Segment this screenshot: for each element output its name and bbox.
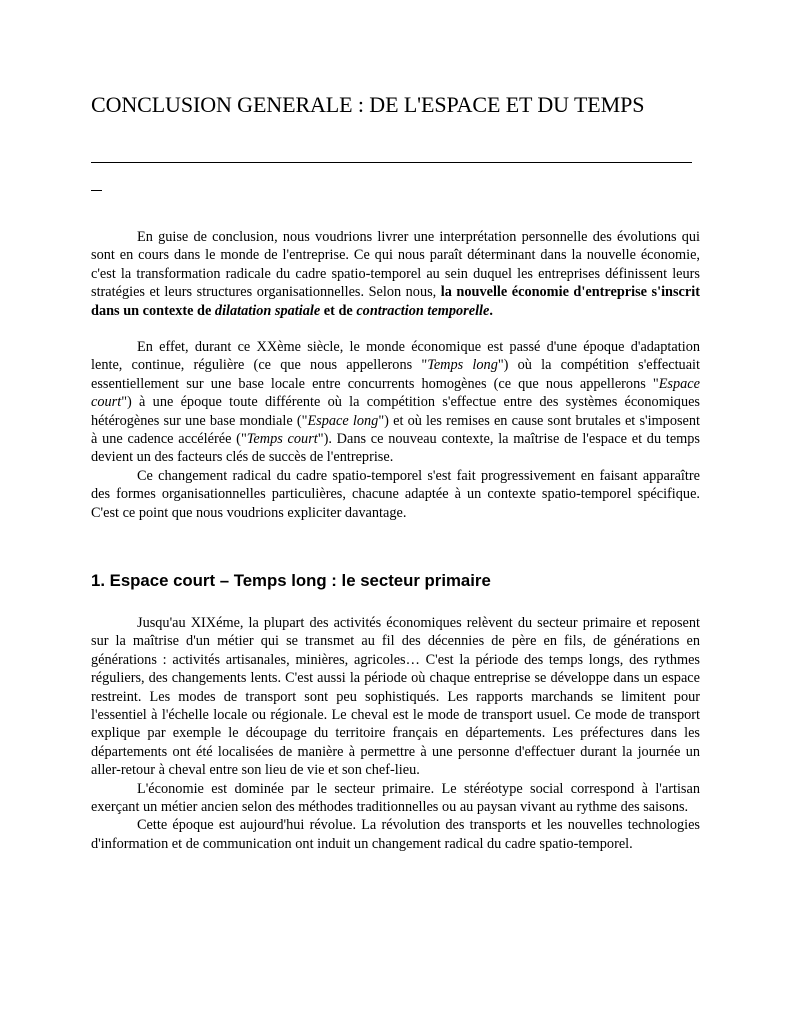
emphasis-bold: la nouvelle économie d'entreprise s'inscrit dans un contexte de xyxy=(91,284,700,319)
section1-block xyxy=(91,614,700,853)
text-run: "). Dans ce nouveau contexte, la maîtrise de l'espace et du temps devient un des facteurs clés de succès de l'entreprise. xyxy=(91,431,700,466)
section1-paragraph-1: Jusqu'au XIXéme, la plupart des activités économiques relèvent du secteur primaire et reposent sur la maîtrise d'un métier qui se transmet au fil des décennies de père en fils, de générations en générations : activités artisanales, minières, agricoles… C'est la période des temps longs, des rythmes réguliers, des changements lents. C'est aussi la période où chaque entreprise se développe dans un espace restreint. Les modes de transport sont peu sophistiqués. Les rapports marchands se limitent pour l'essentiel à l'échelle locale ou régionale. Le cheval est le mode de transport usuel. Ce mode de transport explique par exemple le découpage du territoire français en départements. Les préfectures dans les départements ont été localisées de manière à permettre à une personne d'effectuer durant la journée un aller-retour à cheval entre son lieu de vie et son chef-lieu. xyxy=(91,615,700,779)
intro-paragraph-1 xyxy=(91,228,700,320)
emphasis-italic: Temps long xyxy=(427,357,498,374)
text-run: ") à une époque toute différente où la compétition s'effectue entre des systèmes économiques hétérogènes sur une base mondiale (" xyxy=(91,394,700,429)
emphasis-italic: Temps court xyxy=(246,431,318,448)
page-title: CONCLUSION GENERALE : DE L'ESPACE ET DU TEMPS xyxy=(91,92,645,117)
section1-paragraph-3: Cette époque est aujourd'hui révolue. La révolution des transports et les nouvelles technologies d'information et de communication ont induit un changement radical du cadre spatio-temporel. xyxy=(91,817,700,852)
emphasis-bold: . xyxy=(489,302,493,319)
emphasis-bold: et de xyxy=(320,302,357,319)
text-run: ") où la compétition s'effectuait essentiellement sur une base locale entre concurrents homogènes (ce que nous appellerons " xyxy=(91,357,700,392)
section1-paragraph-2: L'économie est dominée par le secteur primaire. Le stéréotype social correspond à l'artisan exerçant un métier ancien selon des méthodes traditionnelles ou au paysan vivant au rythme des saisons. xyxy=(91,780,700,816)
text-run: En guise de conclusion, nous voudrions livrer une interprétation personnelle des évolutions qui sont en cours dans le monde de l'entreprise. Ce qui nous paraît déterminant dans la nouvelle économie, c'est la transformation radicale du cadre spatio-temporel au sein duquel les entreprises définissent leurs stratégies et leurs structures organisationnelles. Selon nous, xyxy=(91,229,700,301)
intro-paragraph-2 xyxy=(91,338,700,467)
text-run: En effet, durant ce XXème siècle, le monde économique est passé d'une époque d'adaptation lente, continue, régulière (ce que nous appellerons " xyxy=(91,339,700,374)
emphasis-italic: Espace long xyxy=(307,412,379,429)
intro-block xyxy=(91,228,700,522)
intro-paragraph-3: Ce changement radical du cadre spatio-temporel s'est fait progressivement en faisant apparaître des formes organisationnelles particulières, chacune adaptée à un contexte spatio-temporel spécifique. C'est ce point que nous voudrions expliciter davantage. xyxy=(91,467,700,521)
emphasis-bold-italic: contraction temporelle xyxy=(356,302,490,319)
emphasis-italic: Espace court xyxy=(91,375,700,411)
section-heading: 1. Espace court – Temps long : le secteur primaire xyxy=(91,571,491,590)
title-underline xyxy=(91,162,692,163)
emphasis-bold-italic: dilatation spatiale xyxy=(214,302,321,319)
text-run: ") et où les remises en cause sont brutales et s'imposent à une cadence accélérée (" xyxy=(91,412,701,448)
title-underline-tail xyxy=(91,190,102,191)
